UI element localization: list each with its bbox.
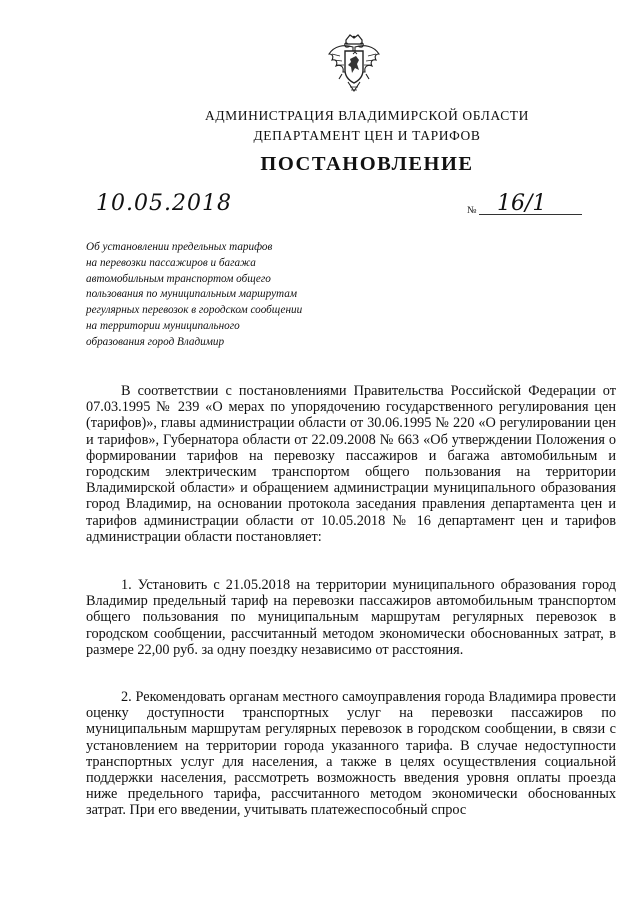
document-subject bbox=[86, 240, 356, 351]
document-number-field bbox=[467, 191, 582, 216]
clause-2-paragraph: 2. Рекомендовать органам местного самоуправления города Владимира провести оценку доступности транспортных услуг на перевозки пассажиров по муниципальным маршрутам регулярных перевозок в городском сообщении, в связи с установлением на территории города указанного тарифа. В случае недоступности транспортных услуг для населения, а также в целях осуществления социальной поддержки населения, рассмотреть возможность введения уровня оплаты проезда ниже предельного тарифа, рассчитанного методом экономически обоснованных затрат. При его введении, учитывать платежеспособный спрос bbox=[86, 689, 616, 819]
subject-line: на перевозки пассажиров и багажа bbox=[86, 256, 256, 269]
clause-1-paragraph: 1. Установить с 21.05.2018 на территории муниципального образования город Владимир предельный тариф на перевозки пассажиров автомобильным транспортом общего пользования по муниципальным маршрутам регулярных перевозок в городском сообщении, рассчитанный методом экономически обоснованных затрат, в размере 22,00 руб. за одну поездку независимо от расстояния. bbox=[86, 577, 616, 658]
subject-line: образования город Владимир bbox=[86, 335, 225, 348]
preamble-paragraph: В соответствии с постановлениями Правительства Российской Федерации от 07.03.1995 № 239 «О мерах по упорядочению государственного регулирования цен (тарифов)», главы администрации области от 30.06.1995 № 220 «О регулировании цен и тарифов», Губернатора области от 22.09.2008 № 663 «Об утверждении Положения о формировании тарифов на перевозку пассажиров и багажа автомобильным и городским электрическим транспортом общего пользования на территории Владимирской области» и обращением администрации муниципального образования город Владимир, на основании протокола заседания правления департамента цен и тарифов администрации области от 10.05.2018 № 16 департамент цен и тарифов администрации области постановляет: bbox=[86, 383, 616, 545]
document-date: 10.05.2018 bbox=[96, 191, 232, 216]
number-sign-label: № bbox=[467, 205, 477, 216]
organization-name: АДМИНИСТРАЦИЯ ВЛАДИМИРСКОЙ ОБЛАСТИ bbox=[205, 108, 529, 123]
subject-line: регулярных перевозок в городском сообщении bbox=[86, 304, 303, 317]
document-number: 16/1 bbox=[497, 191, 547, 216]
subject-line: автомобильным транспортом общего bbox=[86, 272, 271, 285]
document-type-title: ПОСТАНОВЛЕНИЕ bbox=[260, 153, 474, 175]
department-name: ДЕПАРТАМЕНТ ЦЕН И ТАРИФОВ bbox=[253, 128, 481, 143]
subject-line: на территории муниципального bbox=[86, 319, 240, 332]
coat-of-arms-icon bbox=[326, 34, 382, 96]
subject-line: пользования по муниципальным маршрутам bbox=[86, 288, 297, 301]
subject-line: Об установлении предельных тарифов bbox=[86, 241, 273, 253]
